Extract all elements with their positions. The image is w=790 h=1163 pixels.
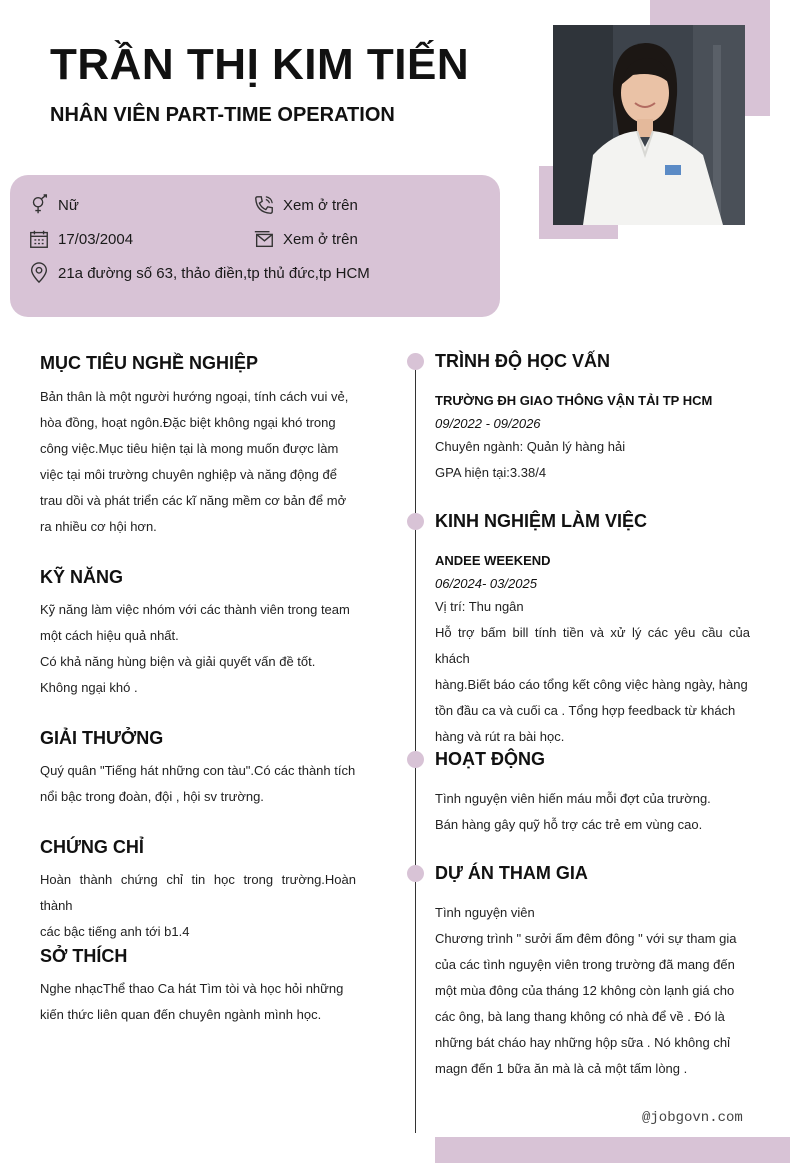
- dob-row: [28, 228, 133, 250]
- activities-line: Tình nguyện viên hiến máu mỗi đợt của trường.: [435, 791, 711, 806]
- experience-line: tồn đầu ca và cuối ca . Tổng hợp feedback từ khách: [435, 703, 736, 718]
- projects-line: các ông, bà lang thang không có nhà để về . Đó là: [435, 1009, 725, 1024]
- address-value: 21a đường số 63, thảo điền,tp thủ đức,tp HCM: [58, 264, 370, 282]
- skills-line: Kỹ năng làm việc nhóm với các thành viên trong team: [40, 602, 350, 617]
- projects-line: một mùa đông của tháng 12 không còn lạnh giá cho: [435, 983, 735, 998]
- projects-line: Chương trình " sưởi ấm đêm đông " với sự tham gia: [435, 931, 737, 946]
- candidate-name: TRẦN THỊ KIM TIẾN: [50, 40, 470, 89]
- experience-line: Hỗ trợ bấm bill tính tiền và xử lý các yêu cầu của khách: [435, 625, 750, 666]
- objective-title: MỤC TIÊU NGHỀ NGHIỆP: [40, 353, 259, 373]
- profile-photo-illustration: [553, 25, 745, 225]
- company-name: ANDEE WEEKEND: [435, 553, 551, 568]
- gender-icon: [28, 194, 50, 216]
- skills-title: KỸ NĂNG: [40, 567, 124, 587]
- timeline-dot-experience: [407, 513, 424, 530]
- skills-line: một cách hiệu quả nhất.: [40, 628, 179, 643]
- skills-line: Có khả năng hùng biện và giải quyết vấn đề tốt.: [40, 654, 316, 669]
- objective-line: ra nhiều cơ hội hơn.: [40, 519, 157, 534]
- experience-title: KINH NGHIỆM LÀM VIỆC: [435, 511, 648, 531]
- dob-value: 17/03/2004: [58, 230, 134, 248]
- objective-line: công việc.Mục tiêu hiện tại là mong muốn được làm: [40, 441, 339, 456]
- skills-line: Không ngại khó .: [40, 680, 138, 695]
- experience-line: hàng và rút ra bài học.: [435, 729, 565, 744]
- awards-line: nổi bậc trong đoàn, đội , hội sv trường.: [40, 789, 264, 804]
- experience-period: 06/2024- 03/2025: [435, 576, 537, 591]
- job-position: NHÂN VIÊN PART-TIME OPERATION: [50, 104, 395, 126]
- experience-role: Vị trí: Thu ngân: [435, 599, 524, 614]
- phone-icon: [253, 194, 275, 216]
- gender-value: Nữ: [58, 196, 79, 214]
- activities-line: Bán hàng gây quỹ hỗ trợ các trẻ em vùng cao.: [435, 817, 703, 832]
- education-title: TRÌNH ĐỘ HỌC VẤN: [435, 351, 610, 371]
- decor-block-bottom: [435, 1137, 790, 1163]
- awards-title: GIẢI THƯỞNG: [40, 728, 164, 748]
- certificates-text: [40, 867, 356, 945]
- timeline-dot-activities: [407, 751, 424, 768]
- education-details: [435, 434, 750, 486]
- hobbies-title: SỞ THÍCH: [40, 946, 128, 966]
- gender-row: [28, 194, 79, 216]
- objective-text: [40, 384, 356, 540]
- watermark: @jobgovn.com: [642, 1110, 743, 1126]
- projects-line: magn đến 1 bữa ăn mà là cả một tấm lòng .: [435, 1061, 688, 1076]
- school-name: TRƯỜNG ĐH GIAO THÔNG VẬN TẢI TP HCM: [435, 393, 713, 408]
- location-pin-icon: [28, 262, 50, 284]
- activities-title: HOẠT ĐỘNG: [435, 749, 545, 769]
- timeline-line: [415, 355, 416, 1133]
- experience-details: [435, 594, 750, 750]
- timeline-dot-projects: [407, 865, 424, 882]
- objective-line: trau dồi và phát triển các kĩ năng mềm cơ bản để mở: [40, 493, 347, 508]
- projects-line: những bát cháo hay những hộp sữa . Nó không chỉ: [435, 1035, 730, 1050]
- certificates-line: các bậc tiếng anh tới b1.4: [40, 924, 190, 939]
- hobbies-line: kiến thức liên quan đến chuyên ngành mình học.: [40, 1007, 322, 1022]
- address-row: [28, 262, 370, 284]
- email-row: [253, 228, 358, 250]
- education-gpa: GPA hiện tại:3.38/4: [435, 465, 547, 480]
- personal-info-panel: [10, 175, 500, 317]
- experience-line: hàng.Biết báo cáo tổng kết công việc hàng ngày, hàng: [435, 677, 748, 692]
- objective-line: Bản thân là một người hướng ngoại, tính cách vui vẻ,: [40, 389, 349, 404]
- phone-row: [253, 194, 358, 216]
- hobbies-text: [40, 976, 356, 1028]
- objective-line: việc tại môi trường chuyên nghiệp và năng động để: [40, 467, 337, 482]
- awards-line: Quý quân "Tiếng hát những con tàu".Có các thành tích: [40, 763, 356, 778]
- certificates-line: Hoàn thành chứng chỉ tin học trong trường.Hoàn thành: [40, 872, 356, 913]
- profile-photo: [553, 25, 745, 225]
- hobbies-line: Nghe nhạcThể thao Ca hát Tìm tòi và học hỏi những: [40, 981, 344, 996]
- projects-text: [435, 900, 750, 1082]
- projects-line: của các tình nguyện viên trong trường đã mang đến: [435, 957, 735, 972]
- projects-title: DỰ ÁN THAM GIA: [435, 863, 588, 883]
- awards-text: [40, 758, 356, 810]
- education-period: 09/2022 - 09/2026: [435, 416, 541, 431]
- skills-text: [40, 597, 356, 701]
- email-icon: [253, 228, 275, 250]
- activities-text: [435, 786, 750, 838]
- education-major: Chuyên ngành: Quản lý hàng hải: [435, 439, 626, 454]
- calendar-icon: [28, 228, 50, 250]
- objective-line: hòa đồng, hoạt ngôn.Đặc biệt không ngại khó trong: [40, 415, 336, 430]
- phone-value: Xem ở trên: [283, 196, 358, 214]
- timeline-dot-education: [407, 353, 424, 370]
- certificates-title: CHỨNG CHỈ: [40, 837, 144, 857]
- projects-line: Tình nguyện viên: [435, 905, 535, 920]
- email-value: Xem ở trên: [283, 230, 358, 248]
